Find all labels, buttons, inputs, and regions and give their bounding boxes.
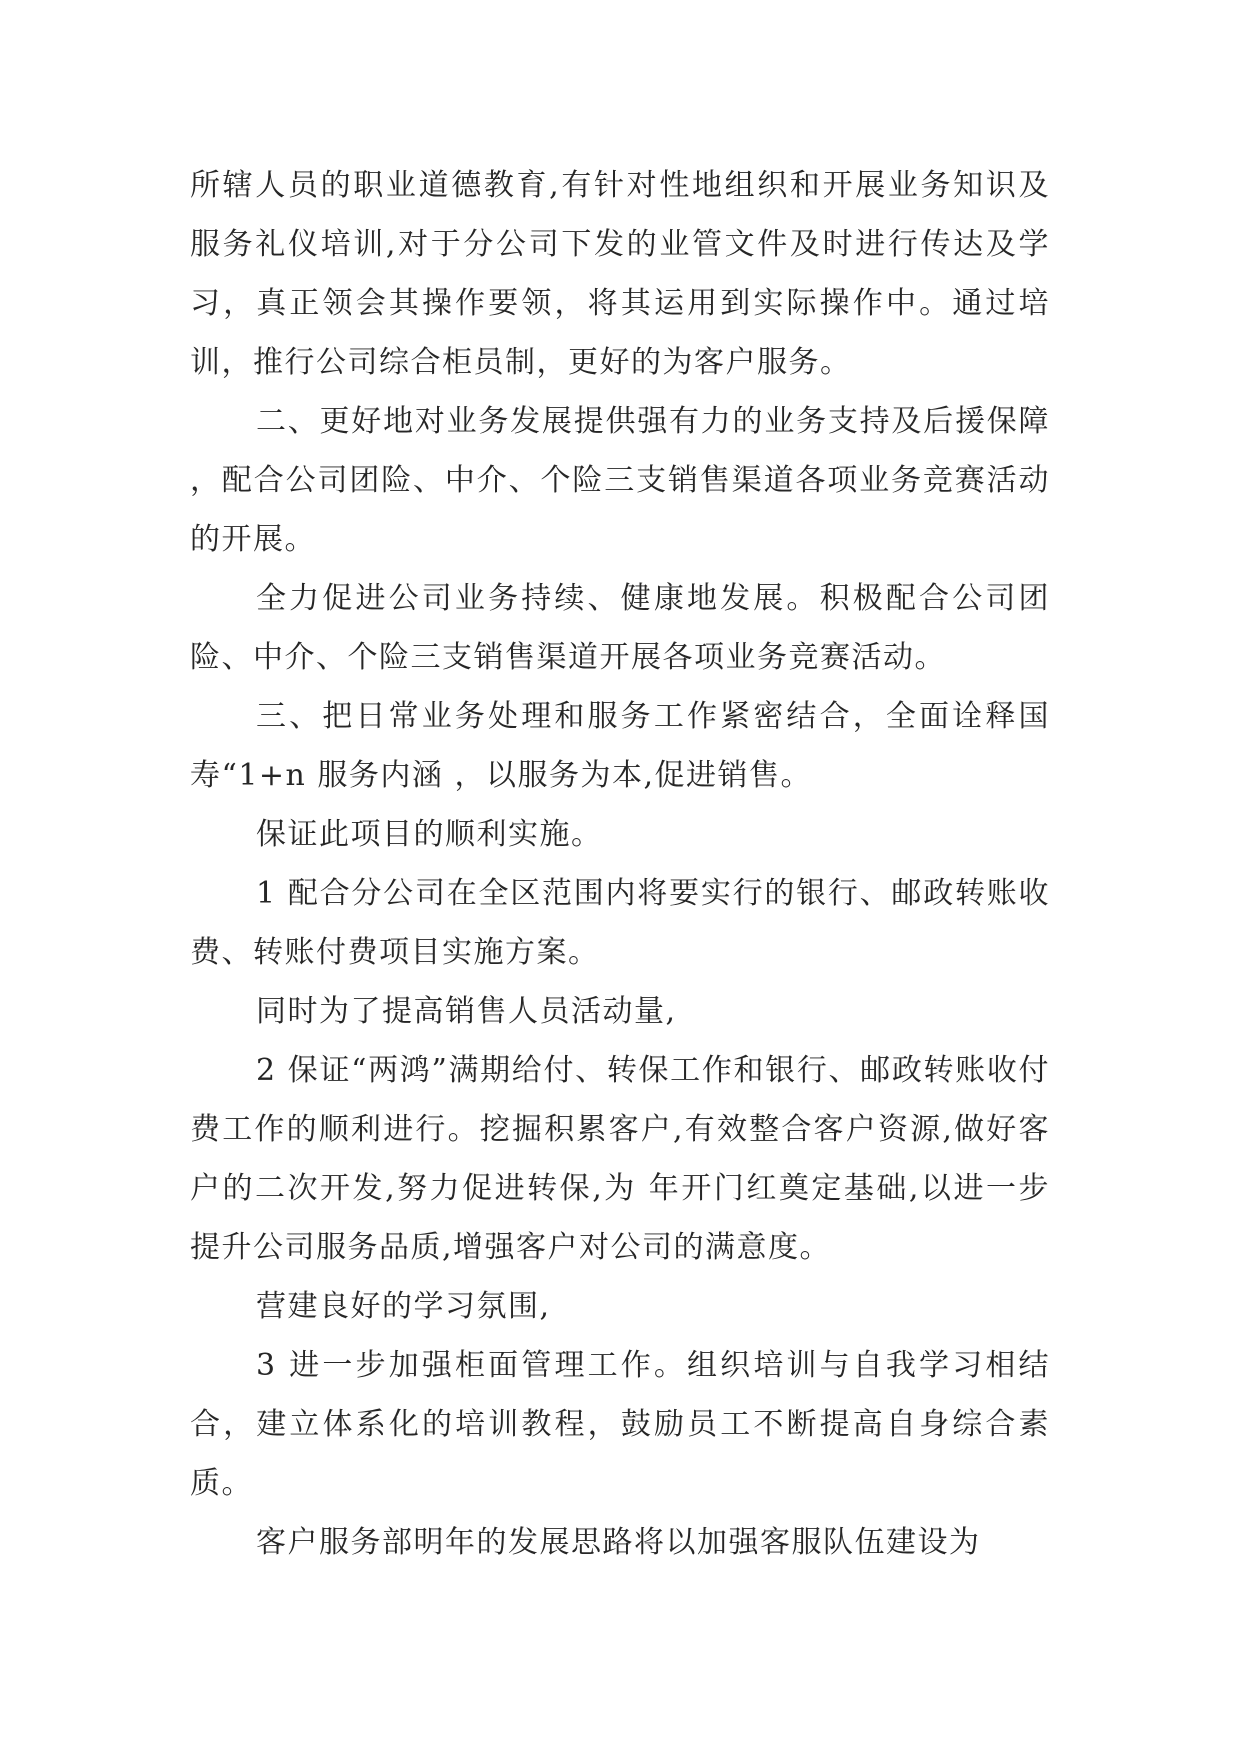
paragraph-8: 2 保证“两鸿”满期给付、转保工作和银行、邮政转账收付费工作的顺利进行。挖掘积累客户,有效整合客户资源,做好客户的二次开发,努力促进转保,为 年开门红奠定基础,以进一步提升公司服务品质,增强客户对公司的满意度。 <box>190 1053 1050 1265</box>
paragraph-10: 3 进一步加强柜面管理工作。组织培训与自我学习相结合，建立体系化的培训教程，鼓励员工不断提高自身综合素质。 <box>190 1348 1050 1501</box>
paragraph-4: 三、把日常业务处理和服务工作紧密结合，全面诠释国寿“1+n 服务内涵 ，以服务为本,促进销售。 <box>190 699 1050 793</box>
paragraph-2: 二、更好地对业务发展提供强有力的业务支持及后援保障 ，配合公司团险、中介、个险三支销售渠道各项业务竞赛活动的开展。 <box>190 404 1050 557</box>
paragraph-5: 保证此项目的顺利实施。 <box>256 817 603 852</box>
paragraph-11: 客户服务部明年的发展思路将以加强客服队伍建设为 <box>256 1525 981 1560</box>
paragraph-3: 全力促进公司业务持续、健康地发展。积极配合公司团险、中介、个险三支销售渠道开展各项业务竞赛活动。 <box>190 581 1050 675</box>
document-body <box>190 156 1050 1572</box>
paragraph-1: 所辖人员的职业道德教育,有针对性地组织和开展业务知识及服务礼仪培训,对于分公司下发的业管文件及时进行传达及学习，真正领会其操作要领，将其运用到实际操作中。通过培训，推行公司综合柜员制，更好的为客户服务。 <box>190 168 1050 380</box>
paragraph-7: 同时为了提高销售人员活动量, <box>256 994 677 1029</box>
paragraph-9: 营建良好的学习氛围, <box>256 1289 551 1324</box>
paragraph-6: 1 配合分公司在全区范围内将要实行的银行、邮政转账收费、转账付费项目实施方案。 <box>190 876 1050 970</box>
